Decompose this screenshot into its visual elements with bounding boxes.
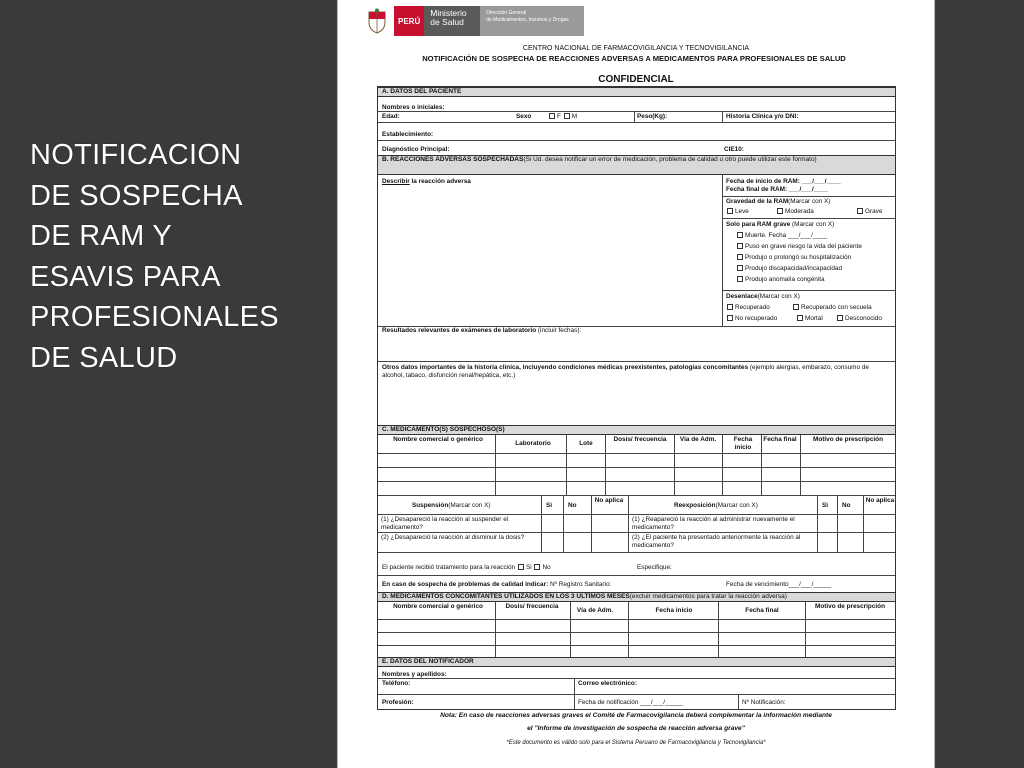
gravedad-moderada[interactable]: Moderada (776, 208, 814, 216)
si-header: Si (546, 502, 553, 509)
gravedad-leve[interactable]: Leve (726, 208, 749, 216)
resultados-label: Resultados relevantes de exámenes de laboratorio (incluir fechas): (382, 327, 582, 334)
desenlace-no-recuperado[interactable]: No recuperado (726, 315, 777, 323)
col-header: Nombre comercial o genérico (393, 603, 483, 610)
solo-grave-label: Solo para RAM grave (Marcar con X) (726, 221, 835, 228)
col-header: Motivo de prescripción (813, 436, 883, 443)
desenlace-mortal[interactable]: Mortal (796, 315, 823, 323)
grave-item[interactable]: Muerte. Fecha ___/___/____ (736, 232, 827, 240)
telefono-label: Teléfono: (382, 680, 411, 687)
direction-label: Dirección General de Medicamentos, Insumos y Drogas (480, 6, 584, 36)
coat-of-arms-icon (366, 8, 388, 34)
no-aplica-header: No aplica (865, 497, 895, 504)
suspension-q2: (2) ¿Desapareció la reacción al disminuir la dosis? (381, 534, 525, 541)
ministry-label: Ministerio de Salud (424, 6, 480, 36)
section-a-header: A. DATOS DEL PACIENTE (378, 87, 895, 97)
row-divider (722, 290, 895, 291)
fecha-final-ram: Fecha final de RAM: ___/___/____ (726, 186, 828, 193)
center-name: CENTRO NACIONAL DE FARMACOVIGILANCIA Y TECNOVIGILANCIA (522, 45, 750, 52)
col-divider (634, 111, 635, 122)
reexposicion-label: Reexposición(Marcar con X) (674, 502, 758, 509)
gravedad-label: Gravedad de la RAM(Marcar con X) (726, 198, 831, 205)
footer-note-1: Nota: En caso de reacciones adversas graves el Comité de Farmacovigilancia deberá complementar la información mediante (440, 712, 832, 719)
checkbox-si[interactable] (518, 564, 524, 570)
row-divider (378, 361, 895, 362)
historia-label: Historia Clínica y/o DNI: (726, 113, 799, 120)
establecimiento-label: Establecimiento: (382, 131, 434, 138)
col-header: Vía de Adm. (576, 607, 614, 614)
col-header: Nombre comercial o genérico (393, 436, 483, 443)
reexposicion-q2: (2) ¿El paciente ha presentado anteriormente la reacción al medicamento? (632, 534, 801, 549)
col-header: Vía de Adm. (679, 436, 717, 443)
row-divider (722, 196, 895, 197)
col-header: Dosis/ frecuencia (505, 603, 559, 610)
checkbox-no[interactable] (534, 564, 540, 570)
suspension-label: Suspensión(Marcar con X) (412, 502, 491, 509)
row-divider (722, 218, 895, 219)
edad-label: Edad: (382, 113, 400, 120)
sexo-label: Sexo (516, 113, 532, 120)
footer-note-2: el "Informe de investigación de sospecha de reacción adversa grave" (527, 725, 745, 732)
otros-datos-label: Otros datos importantes de la historia clínica, incluyendo condiciones médicas preexistentes, patologías concomitantes (ejemplo alergias, embarazo, consumo de alcohol, tabaco, disfunción renal/hepática, etc.) (382, 364, 869, 379)
vencimiento-label: Fecha de vencimiento___/___/_____ (726, 581, 832, 588)
si-header: Si (822, 502, 829, 509)
sexo-options: F M (548, 113, 577, 121)
section-e-header: E. DATOS DEL NOTIFICADOR (378, 657, 895, 667)
col-header: Fecha final (745, 607, 779, 614)
describir-label: Describir la reacción adversa (382, 178, 471, 185)
document-page (337, 0, 935, 768)
col-header: Laboratorio (515, 440, 551, 447)
col-header: Dosis/ frecuencia (613, 436, 667, 443)
desenlace-desconocido[interactable]: Desconocido (836, 315, 882, 323)
cie-label: CIE10: (724, 146, 744, 153)
grave-item[interactable]: Produjo o prolongó su hospitalización (736, 254, 851, 262)
no-header: No (568, 502, 577, 509)
profesion-label: Profesión: (382, 699, 414, 706)
grave-item[interactable]: Puso en grave riesgo la vida del paciente (736, 243, 862, 251)
slide-title-line: ESAVIS PARA (30, 260, 221, 293)
gravedad-grave[interactable]: Grave (856, 208, 882, 216)
fecha-inicio-ram: Fecha de inicio de RAM: ___/___/____ (726, 178, 841, 185)
no-header: No (842, 502, 851, 509)
col-divider (722, 111, 723, 122)
tratamiento-label: El paciente recibió tratamiento para la reacción Si No (382, 564, 551, 571)
confidential-label: CONFIDENCIAL (598, 74, 674, 85)
col-header: Fecha inicio (733, 436, 753, 451)
desenlace-label: Desenlace(Marcar con X) (726, 293, 800, 300)
slide-title-line: DE SALUD (30, 341, 178, 374)
desenlace-recuperado[interactable]: Recuperado (726, 304, 770, 312)
grave-item[interactable]: Produjo discapacidad/incapacidad (736, 265, 842, 273)
suspension-q1: (1) ¿Desapareció la reacción al suspender el medicamento? (381, 516, 509, 531)
peru-label: PERÚ (394, 6, 424, 36)
nombres-label: Nombres o iniciales: (382, 104, 445, 111)
fecha-notificacion-label: Fecha de notificación ___/___/_____ (578, 699, 683, 706)
calidad-label: En caso de sospecha de problemas de calidad indicar: Nº Registro Sanitario: (382, 581, 612, 588)
form-title: NOTIFICACIÓN DE SOSPECHA DE REACCIONES ADVERSAS A MEDICAMENTOS PARA PROFESIONALES DE SALUD (422, 54, 846, 63)
col-header: Fecha inicio (655, 607, 693, 614)
slide-title-line: DE SOSPECHA (30, 179, 243, 212)
slide-title-line: DE RAM Y (30, 220, 173, 252)
reexposicion-q1: (1) ¿Reapareció la reacción al administrar nuevamente el medicamento? (632, 516, 795, 531)
grave-item[interactable]: Produjo anomalía congénita (736, 276, 825, 284)
checkbox-m[interactable] (564, 113, 570, 119)
notificador-nombres-label: Nombres y apellidos: (382, 671, 447, 678)
n-notificacion-label: Nº Notificación: (742, 699, 786, 706)
correo-label: Correo electrónico: (578, 680, 637, 687)
desenlace-recuperado-secuela[interactable]: Recuperado con secuela (792, 304, 872, 312)
diagnostico-label: Diagnóstico Principal: (382, 146, 450, 153)
row-divider (378, 140, 895, 141)
section-c-header: C. MEDICAMENTO(S) SOSPECHOSO(S) (378, 425, 895, 435)
row-divider (378, 122, 895, 123)
checkbox-f[interactable] (549, 113, 555, 119)
section-d-header: D. MEDICAMENTOS CONCOMITANTES UTILIZADOS EN LOS 3 ÚLTIMOS MESES(excluir medicamentos para tratar la reacción adversa) (378, 592, 895, 602)
peso-label: Peso(Kg): (637, 113, 668, 120)
col-header: Fecha final (763, 436, 797, 443)
slide-title (30, 135, 320, 378)
section-b-header: B. REACCIONES ADVERSAS SOSPECHADAS(Si Ud. desea notificar un error de medicación, problema de calidad u otro puede utilizar este formato) (378, 155, 895, 175)
ministry-header (366, 6, 584, 36)
row-divider (378, 111, 895, 112)
notification-form (377, 86, 896, 710)
especifique-label: Especifique: (637, 564, 672, 571)
col-divider (722, 175, 723, 326)
slide-title-line: PROFESIONALES (30, 301, 279, 333)
no-aplica-header: No aplica (594, 497, 624, 504)
col-header: Motivo de prescripción (815, 603, 885, 610)
col-header: Lote (579, 440, 593, 447)
footer-note-3: *Este documento es válido solo para el Sistema Peruano de Farmacovigilancia y Tecnovigilancia* (506, 740, 766, 746)
slide-title-line: NOTIFICACION (30, 139, 242, 171)
